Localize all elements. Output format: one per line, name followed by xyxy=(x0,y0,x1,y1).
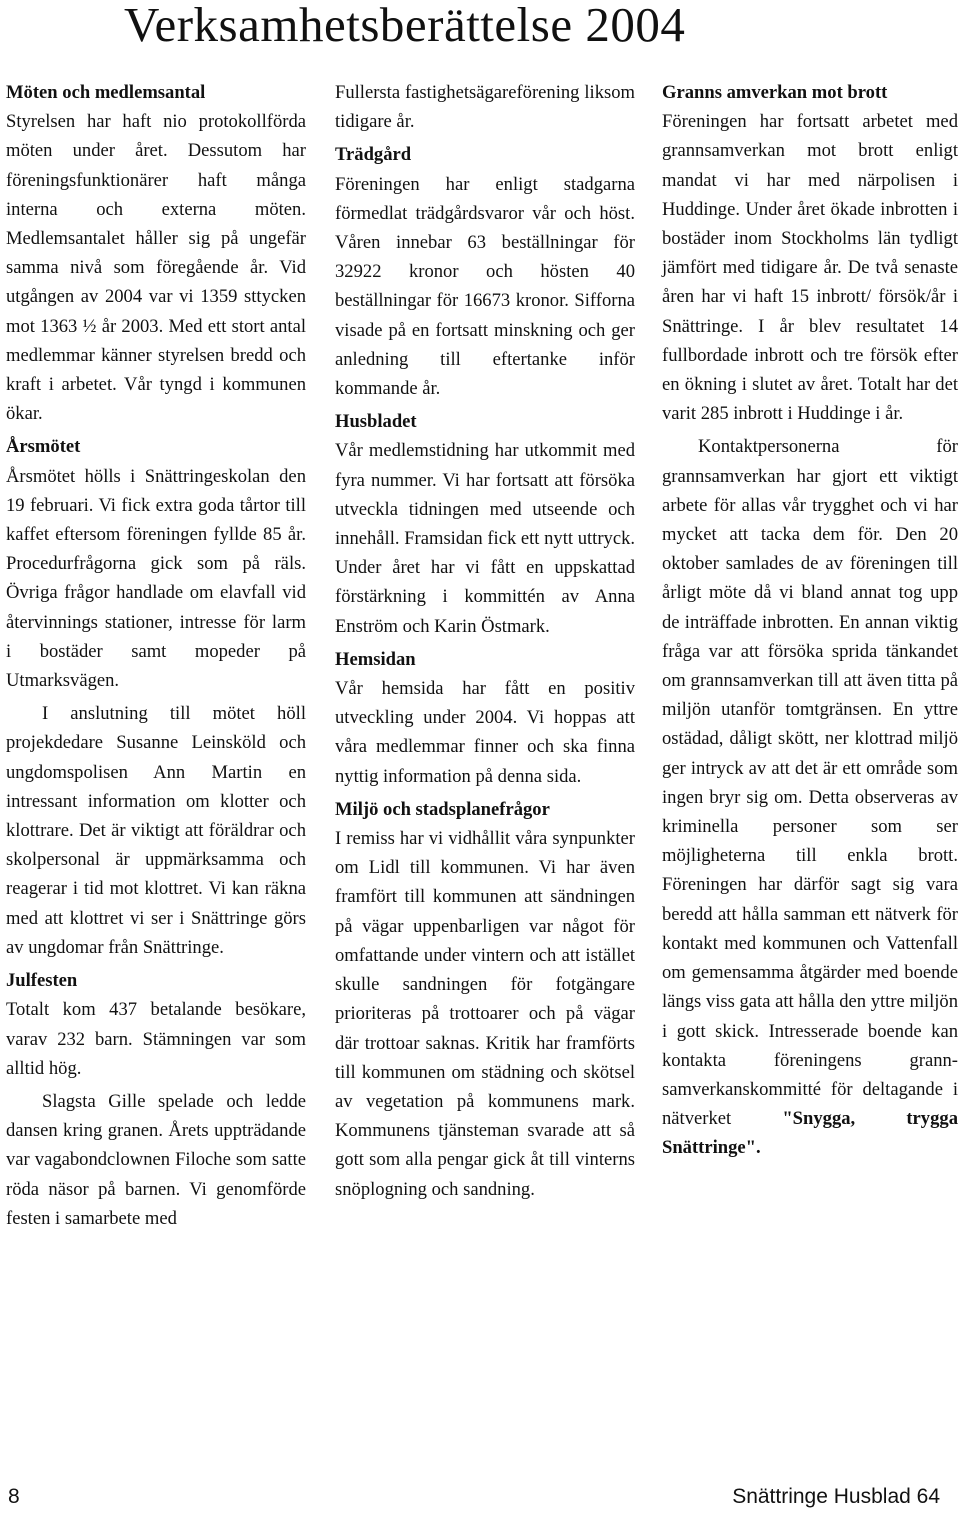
paragraph: Årsmötet hölls i Snättringeskolan den 19 februari. Vi fick extra goda tårtor till kaffet eftersom föreningen fyllde 85 år. Procedurfrågorna gick som på räls. Övriga frågor handlade om elavfall vid återvinnings stationer, intresse för larm i bostäder samt mopeder på Utmarksvägen. xyxy=(6,465,306,692)
paragraph: I anslutning till mötet höll projekdedare Susanne Leinsköld och ungdomspolisen Ann Martin en intressant information om klotter och klottrare. Det är viktigt att föräldrar och skolpersonal är uppmärksamma och reagerar i tid mot klottret. Vi kan räkna med att klottret vi ser i Snättringe görs av ungdomar från Snättringe. xyxy=(6,703,306,958)
publication-name: Snättringe Husblad 64 xyxy=(732,1485,940,1508)
heading-hemsidan: Hemsidan xyxy=(335,648,416,670)
paragraph: Fullersta fastighetsägareförening liksom tidigare år. xyxy=(335,82,635,133)
paragraph: Föreningen har fortsatt arbetet med grannsamverkan mot brott enligt mandat vi har med närpolisen i Huddinge. Under året ökade inbrotten i bostäder inom Stockholms län tydligt jämfört med tidigare år. De två senaste åren har vi haft 15 inbrott/ försök/år i Snättringe. I år blev resultatet 14 fullbordade inbrott och tre försök efter en ökning i slutet av året. Totalt har det varit 285 inbrott i Huddinge i år. xyxy=(662,111,958,425)
paragraph: Styrelsen har haft nio protokollförda möten under året. Dessutom har föreningsfunktionärer haft många interna och externa möten. Medlemsantalet håller sig på ungefär samma nivå som föregående år. Vid utgången av 2004 var vi 1359 sttycken mot 1363 ½ år 2003. Med ett stort antal medlemmar känner styrelsen bredd och kraft i arbetet. Vår tyngd i kommunen ökar. xyxy=(6,111,306,425)
heading-moten-medlemsantal: Möten och medlemsantal xyxy=(6,82,206,103)
heading-julfesten: Julfesten xyxy=(6,970,78,992)
page-title: Verksamhetsberättelse 2004 xyxy=(124,0,686,52)
paragraph: Totalt kom 437 betalande besökare, varav 232 barn. Stämningen var som alltid hög. xyxy=(6,999,306,1079)
paragraph-text: Kontaktpersonerna för grannsamverkan har gjort ett viktigt arbete för allas vår trygghet och vi har mycket att tacka dem för. Den 20 oktober samlades de av föreningen till årligt möte då vi bland annat tog upp de inträffade inbrotten. En annan viktig fråga var att försöka sprida tänkandet om grannsamverkan till att även titta på miljön utanför tomtgränsen. En yttre ostädad, dåligt skött, ner klottrad miljö ger intryck av att det är ett område som ingen bryr sig om. Detta observeras av kriminella personer som ser möjligheterna till enkla brott. Föreningen har därför sagt sig vara beredd att hålla samman ett nätverk för kontakt med kommunen och Vattenfall om gemensamma åtgärder med boende längs viss gata att hålla den yttre miljön i gott skick. Intresserade boende kan kontakta föreningens grannsamverkanskommitté för deltagande i nätverket xyxy=(662,436,958,1130)
column-2 xyxy=(335,78,635,1208)
column-3 xyxy=(662,78,958,1167)
column-1 xyxy=(6,78,306,1237)
heading-miljo-stadsplanefragor: Miljö och stadsplanefrågor xyxy=(335,798,550,820)
paragraph xyxy=(662,432,958,1162)
paragraph: Slagsta Gille spelade och ledde dansen kring granen. Årets uppträdande var vagabondclownen Filoche som satte röda näsor på barnen. Vi genomförde festen i samarbete med xyxy=(6,1090,306,1229)
paragraph: Vår hemsida har fått en positiv utveckling under 2004. Vi hoppas att våra medlemmar finner och ska finna nyttig information på denna sida. xyxy=(335,678,635,787)
heading-tradgard: Trädgård xyxy=(335,144,412,166)
slogan: "Snygga, trygga Snättringe". xyxy=(662,1108,958,1159)
heading-grannsamverkan: Granns amverkan mot brott xyxy=(662,82,888,103)
page-number: 8 xyxy=(8,1485,20,1508)
paragraph: Föreningen har enligt stadgarna förmedlat trädgårdsvaror vår och höst. Våren innebar 63 beställningar för 32922 kronor och hösten 40 beställningar för 16673 kronor. Sifforna visade på en fortsatt minskning och ger anledning till eftertanke inför kommande år. xyxy=(335,173,635,400)
paragraph: Vår medlemstidning har utkommit med fyra nummer. Vi har fortsatt att försöka utveckla tidningen med utseende och innehåll. Framsidan fick ett nytt uttryck. Under året har vi fått en uppskattad förstärkning i kommittén av Anna Enström och Karin Östmark. xyxy=(335,440,636,637)
heading-husbladet: Husbladet xyxy=(335,411,417,433)
heading-arsmotet: Årsmötet xyxy=(6,436,81,458)
paragraph: I remiss har vi vidhållit våra synpunkter om Lidl till kommunen. Vi har även framfört till kommunen att sändningen på vägar uppenbarligen var något för omfattande under vintern och att istället skulle sandningen för fotgängare prioriteras på trottoarer och på vägar där trottoar saknas. Kritik har framförts till kommunen om städning och skötsel av vegetation på kommunens mark. Kommunens tjänsteman svarade att så gott som alla pengar gick åt till vinterns snöplogning och sandning. xyxy=(335,828,635,1200)
